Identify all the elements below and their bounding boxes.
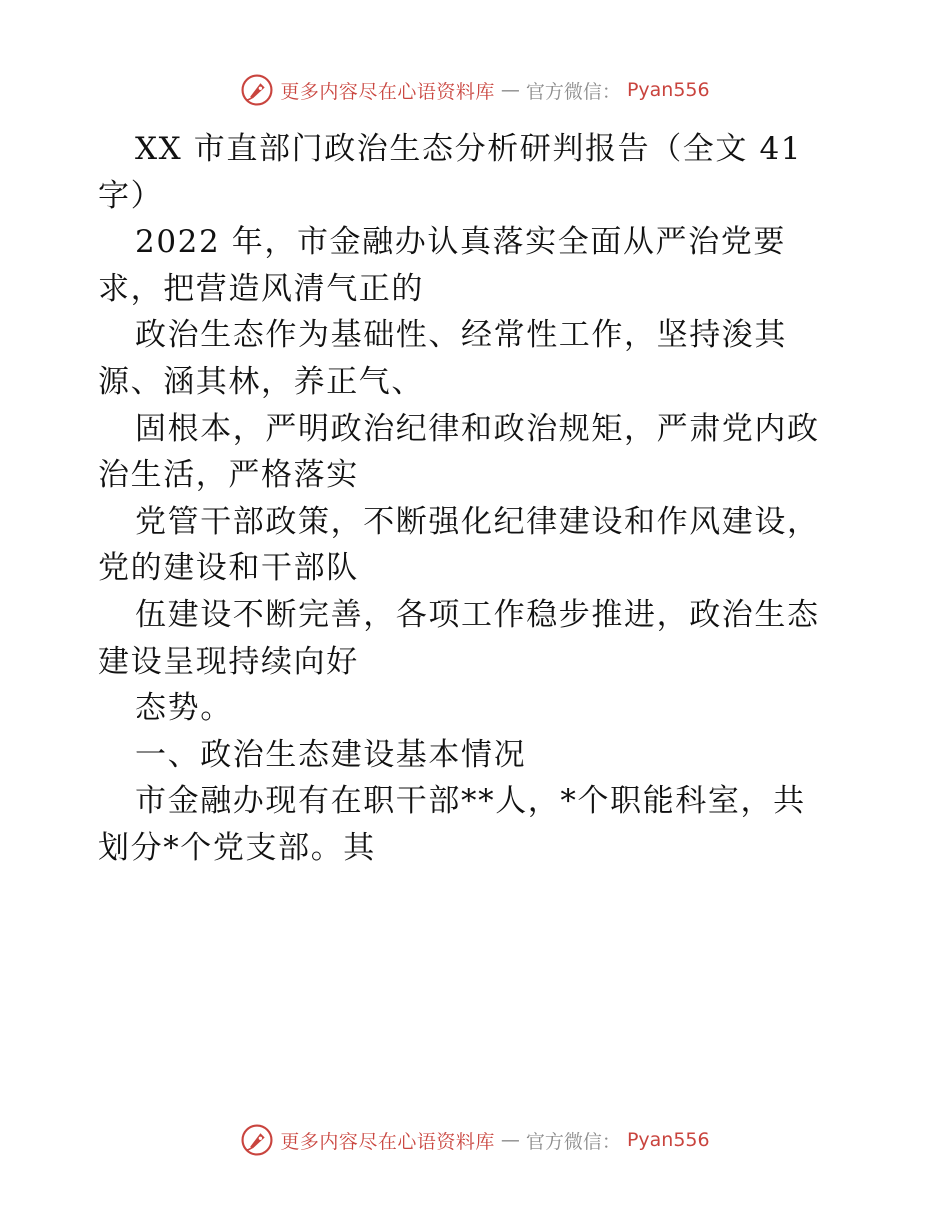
watermark-handle: Pyan556 [626, 79, 710, 101]
paragraph-line: 建设呈现持续向好 [98, 643, 359, 680]
watermark-dash: — [500, 1129, 520, 1151]
paragraph-line: 态势。 [135, 690, 233, 727]
document-body [98, 126, 858, 872]
paragraph-line: 政治生态作为基础性、经常性工作，坚持浚其 [135, 317, 787, 354]
doc-title-line-1: XX 市直部门政治生态分析研判报告（全文 41 [135, 131, 803, 167]
watermark-site-text: 更多内容尽在心语资料库 [280, 80, 495, 103]
paragraph-line: 伍建设不断完善，各项工作稳步推进，政治生态 [135, 596, 820, 633]
section-heading: 一、政治生态建设基本情况 [135, 736, 527, 773]
paragraph-line: 2022 年，市金融办认真落实全面从严治党要 [135, 224, 786, 261]
watermark-dash: — [500, 79, 520, 101]
paragraph-line: 源、涵其林，养正气、 [98, 363, 424, 400]
paragraph-line: 党的建设和干部队 [98, 550, 359, 587]
paragraph-line: 求，把营造风清气正的 [98, 270, 424, 307]
doc-title-line-2: 字） [98, 177, 164, 214]
watermark-handle: Pyan556 [626, 1129, 710, 1151]
watermark-label: 官方微信： [525, 80, 621, 103]
footer-watermark [0, 1120, 950, 1160]
paragraph-line: 固根本，严明政治纪律和政治规矩，严肃党内政 [135, 410, 820, 447]
watermark-label: 官方微信： [525, 1130, 621, 1153]
paragraph-line: 治生活，严格落实 [98, 457, 359, 494]
watermark-site-text: 更多内容尽在心语资料库 [280, 1130, 495, 1153]
paragraph-line: 党管干部政策，不断强化纪律建设和作风建设， [135, 503, 820, 540]
header-watermark [0, 70, 950, 110]
paragraph-line: 划分*个党支部。其 [98, 829, 376, 866]
paragraph-line: 市金融办现有在职干部**人，*个职能科室，共 [135, 783, 806, 820]
pen-nib-logo-icon [240, 73, 274, 107]
pen-nib-logo-icon [240, 1123, 274, 1157]
